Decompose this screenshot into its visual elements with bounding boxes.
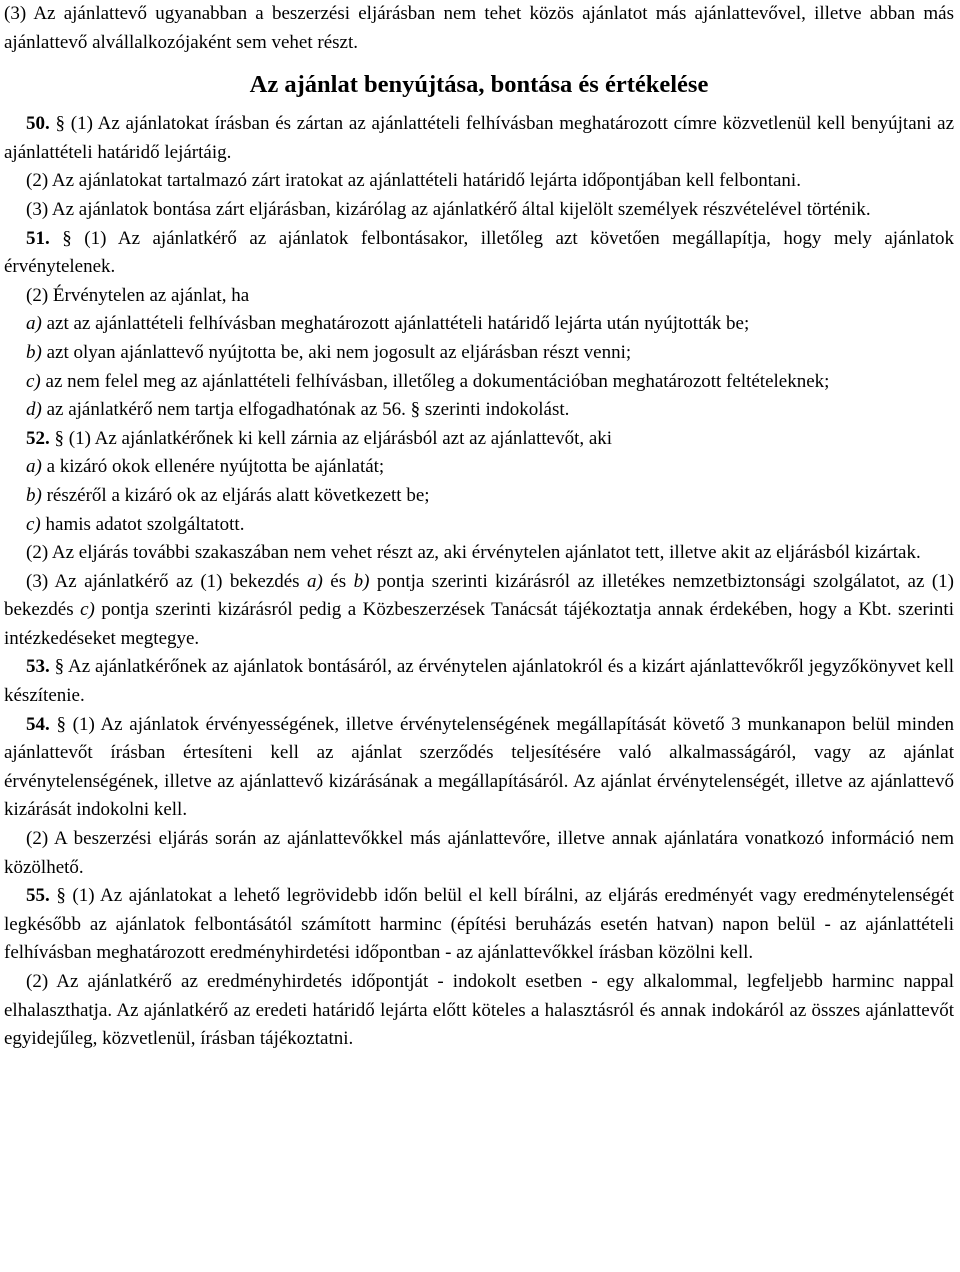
section-sign: § — [62, 227, 72, 249]
point-marker: a) — [307, 570, 323, 592]
s50-text-1: (1) Az ajánlatokat írásban és zártan az ajánlattételi felhívásban meghatározott címre közvetlenül kell benyújtani az ajánlattételi határidő lejártáig. — [4, 113, 955, 163]
point-text: az ajánlatkérő nem tartja elfogadhatónak az 56. — [41, 399, 406, 421]
point-text: részéről a kizáró ok az eljárás alatt következett be; — [41, 484, 430, 506]
section-sign: § — [56, 713, 66, 735]
s51-paragraph-1 — [4, 225, 954, 282]
s54-paragraph-2: (2) A beszerzési eljárás során az ajánlattevőkkel más ajánlattevőre, illetve annak ajánlatára vonatkozó információ nem közölhető. — [4, 828, 954, 878]
s50-paragraph-1 — [4, 110, 954, 167]
s55-text-1: (1) Az ajánlatokat a lehető legrövidebb időn belül el kell bírálni, az eljárás eredményét vagy eredménytelenségét legkésőbb az ajánlatok felbontásától számított harminc (építési beruházás esetén hatvan) napon belül - az ajánlattételi felhívásban meghatározott eredményhirdetési időpontban - az ajánlattevőkkel írásban közölni kell. — [4, 885, 955, 964]
s51-point-d — [4, 396, 954, 425]
s51-point-b — [4, 339, 954, 368]
s52-point-a — [4, 453, 954, 482]
point-text: azt az ajánlattételi felhívásban meghatározott ajánlattételi határidő lejárta után nyújtották be; — [41, 313, 750, 335]
s51-paragraph-2: (2) Érvénytelen az ajánlat, ha — [26, 284, 250, 306]
s52-paragraph-3 — [4, 568, 954, 654]
section-heading: Az ajánlat benyújtása, bontása és értékelése — [249, 71, 709, 99]
s55-paragraph-1 — [4, 882, 954, 968]
text-run: pontja szerinti kizárásról az illetékes nemzetbiztonsági szolgálatot, az (1) bekezdés — [4, 570, 954, 621]
s52-paragraph-2: (2) Az eljárás további szakaszában nem vehet részt az, aki érvénytelen ajánlatot tett, illetve akit az eljárásból kizártak. — [26, 542, 921, 564]
s52-point-c — [4, 511, 954, 540]
section-sign: § — [55, 113, 65, 135]
s51-point-a — [4, 310, 954, 339]
point-marker: b) — [353, 570, 370, 592]
s51-point-c — [4, 368, 954, 397]
point-marker: a) — [26, 313, 42, 335]
point-text: az nem felel meg az ajánlattételi felhívásban, illetőleg a dokumentációban meghatározott feltételeknek; — [40, 370, 830, 392]
point-text: azt olyan ajánlattevő nyújtotta be, aki nem jogosult az eljárásban részt venni; — [41, 341, 632, 363]
section-sign: § — [410, 399, 421, 421]
s55-paragraph-2: (2) Az ajánlatkérő az eredményhirdetés időpontját - indokolt esetben - egy alkalommal, legfeljebb harminc nappal elhalaszthatja. Az ajánlatkérő az eredeti határidő lejárta előtt köteles a halasztásról és annak indokáról az összes ajánlattevőt egyidejűleg, közvetlenül, írásban tájékoztatni. — [4, 971, 954, 1050]
point-marker: b) — [26, 341, 42, 363]
point-marker: c) — [26, 513, 41, 535]
s53-number: 53. — [26, 656, 50, 678]
point-marker: b) — [26, 484, 42, 506]
s52-paragraph-1 — [4, 425, 954, 454]
s51-text-1: (1) Az ajánlatkérő az ajánlatok felbontásakor, illetőleg azt követően megállapítja, hogy mely ajánlatok érvénytelenek. — [4, 227, 955, 278]
point-marker: c) — [26, 370, 41, 392]
point-marker: a) — [26, 456, 42, 478]
s50-paragraph-2: (2) Az ajánlatokat tartalmazó zárt iratokat az ajánlattételi határidő lejárta időpontjában kell felbontani. — [26, 170, 801, 192]
s54-number: 54. — [26, 713, 50, 735]
s55-number: 55. — [26, 885, 50, 907]
s52-point-b — [4, 482, 954, 511]
text-run: (3) Az ajánlatkérő az (1) bekezdés — [26, 570, 308, 592]
point-marker: d) — [26, 399, 42, 421]
s53-text-1: Az ajánlatkérőnek az ajánlatok bontásáról, az érvénytelen ajánlatokról és a kizárt ajánlattevőkről jegyzőkönyvet kell készítenie. — [4, 656, 955, 707]
point-text: a kizáró okok ellenére nyújtotta be ajánlatát; — [41, 456, 385, 478]
s53-paragraph-1 — [4, 653, 954, 710]
text-run: pontja szerinti kizárásról pedig a Közbeszerzések Tanácsát tájékoztatja annak érdekében, hogy a Kbt. szerinti intézkedéseket megtegye. — [4, 599, 954, 649]
s50-paragraph-3: (3) Az ajánlatok bontása zárt eljárásban, kizárólag az ajánlatkérő által kijelölt személyek részvételével történik. — [26, 198, 871, 220]
s54-paragraph-1 — [4, 711, 954, 825]
text-run: és — [322, 570, 354, 592]
paragraph-prev-3: (3) Az ajánlattevő ugyanabban a beszerzési eljárásban nem tehet közös ajánlatot más ajánlattevővel, illetve abban más ajánlattevő alvállalkozójaként sem vehet részt. — [4, 3, 954, 53]
s52-text-1: (1) Az ajánlatkérőnek ki kell zárnia az eljárásból azt az ajánlattevőt, aki — [68, 427, 613, 449]
s54-text-1: (1) Az ajánlatok érvényességének, illetve érvénytelenségének megállapítását követő 3 munkanapon belül minden ajánlattevőt írásban értesíteni kell az ajánlat szerződés teljesítésére való alkalmasságáról, vagy az ajánlat érvénytelenségének, illetve az ajánlattevő kizárásának a megállapításáról. Az ajánlat érvénytelenségét, illetve az ajánlattevő kizárását indokolni kell. — [4, 713, 955, 821]
section-sign: § — [54, 656, 65, 678]
s50-number: 50. — [26, 113, 50, 135]
s52-number: 52. — [26, 427, 50, 449]
point-text: hamis adatot szolgáltatott. — [40, 513, 245, 535]
point-marker: c) — [80, 599, 95, 621]
point-text-end: szerinti indokolást. — [420, 399, 570, 421]
section-sign: § — [54, 427, 64, 449]
s51-number: 51. — [26, 227, 50, 249]
section-sign: § — [56, 885, 66, 907]
